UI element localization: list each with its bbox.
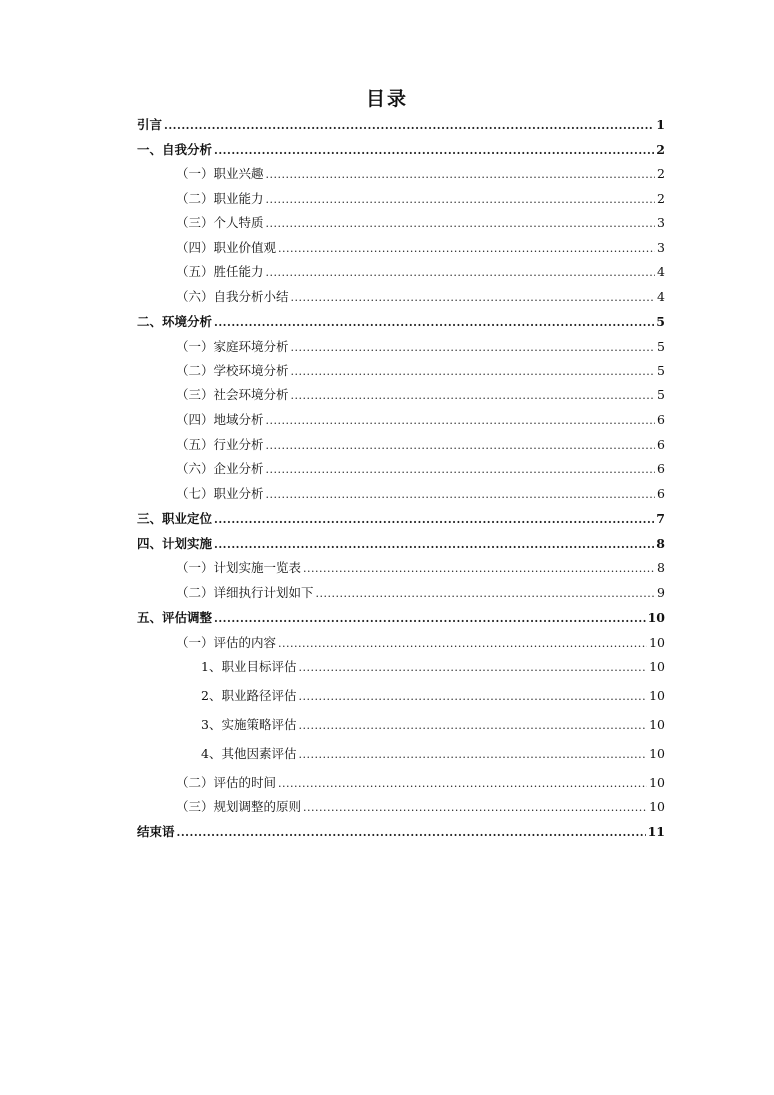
dot-leader — [214, 535, 654, 555]
dot-leader — [303, 798, 647, 818]
toc-entry-page: 11 — [647, 824, 665, 839]
dot-leader — [214, 141, 654, 161]
toc-entry-plan-implementation[interactable] — [137, 534, 665, 554]
toc-entry-page: 10 — [649, 799, 665, 814]
toc-entry-label: （一）职业兴趣 — [176, 166, 264, 181]
toc-entry-label: 1、职业目标评估 — [201, 659, 297, 674]
dot-leader — [266, 190, 656, 210]
dot-leader — [214, 510, 654, 530]
dot-leader — [298, 687, 647, 707]
dot-leader — [214, 313, 654, 333]
toc-entry[interactable] — [201, 715, 665, 735]
toc-entry[interactable] — [176, 337, 665, 357]
toc-entry-evaluation-adjustment[interactable] — [137, 608, 665, 628]
toc-entry-page: 7 — [656, 511, 665, 526]
dot-leader — [291, 338, 656, 358]
toc-entry-page: 4 — [657, 289, 665, 304]
toc-entry-page: 3 — [657, 215, 665, 230]
toc-entry[interactable] — [176, 435, 665, 455]
toc-entry[interactable] — [176, 164, 665, 184]
dot-leader — [278, 634, 647, 654]
toc-entry-label: 四、计划实施 — [137, 536, 213, 551]
toc-entry-label: （一）计划实施一览表 — [176, 560, 302, 575]
toc-entry-page: 9 — [657, 585, 665, 600]
toc-entry-label: （五）行业分析 — [176, 437, 264, 452]
toc-entry[interactable] — [201, 657, 665, 677]
toc-entry-page: 4 — [657, 264, 665, 279]
dot-leader — [266, 165, 656, 185]
toc-entry-label: （三）社会环境分析 — [176, 387, 289, 402]
toc-entry-page: 6 — [657, 412, 665, 427]
toc-entry-label: 引言 — [137, 117, 163, 132]
dot-leader — [214, 609, 646, 629]
toc-entry-label: （三）个人特质 — [176, 215, 264, 230]
dot-leader — [298, 745, 647, 765]
toc-entry-page: 6 — [657, 437, 665, 452]
toc-entry-page: 2 — [657, 166, 665, 181]
dot-leader — [164, 116, 654, 136]
toc-entry-label: 结束语 — [137, 824, 175, 839]
toc-entry-label: （四）职业价值观 — [176, 240, 277, 255]
toc-entry[interactable] — [176, 558, 665, 578]
toc-entry-page: 10 — [649, 659, 665, 674]
toc-entry[interactable] — [176, 213, 665, 233]
toc-entry-career-positioning[interactable] — [137, 509, 665, 529]
toc-entry-page: 1 — [656, 117, 665, 132]
dot-leader — [291, 362, 656, 382]
toc-entry[interactable] — [176, 361, 665, 381]
toc-entry[interactable] — [201, 744, 665, 764]
dot-leader — [266, 460, 656, 480]
dot-leader — [266, 411, 656, 431]
toc-entry-page: 5 — [656, 314, 665, 329]
dot-leader — [266, 263, 656, 283]
dot-leader — [316, 584, 656, 604]
toc-entry[interactable] — [176, 189, 665, 209]
toc-entry[interactable] — [176, 410, 665, 430]
toc-entry-label: 一、自我分析 — [137, 142, 213, 157]
toc-entry[interactable] — [176, 238, 665, 258]
toc-entry-label: 三、职业定位 — [137, 511, 213, 526]
toc-entry-label: （二）学校环境分析 — [176, 363, 289, 378]
toc-entry-label: （二）评估的时间 — [176, 775, 277, 790]
toc-entry[interactable] — [176, 633, 665, 653]
page-title: 目录 — [365, 88, 408, 110]
toc-entry[interactable] — [176, 797, 665, 817]
toc-entry-label: （六）企业分析 — [176, 461, 264, 476]
dot-leader — [177, 823, 646, 843]
toc-entry[interactable] — [176, 385, 665, 405]
dot-leader — [266, 436, 656, 456]
toc-entry-label: 3、实施策略评估 — [201, 717, 297, 732]
toc-entry[interactable] — [176, 773, 665, 793]
toc-entry-page: 10 — [649, 717, 665, 732]
toc-entry-label: （三）规划调整的原则 — [176, 799, 302, 814]
toc-entry-label: （一）家庭环境分析 — [176, 339, 289, 354]
toc-entry-intro[interactable] — [137, 115, 665, 135]
dot-leader — [278, 239, 655, 259]
toc-entry-environment-analysis[interactable] — [137, 312, 665, 332]
toc-entry-page: 8 — [657, 560, 665, 575]
toc-entry-page: 2 — [656, 142, 665, 157]
dot-leader — [266, 485, 656, 505]
toc-entry-page: 10 — [649, 775, 665, 790]
toc-entry-label: （六）自我分析小结 — [176, 289, 289, 304]
dot-leader — [278, 774, 647, 794]
toc-entry-label: （二）详细执行计划如下 — [176, 585, 314, 600]
toc-entry[interactable] — [176, 287, 665, 307]
toc-entry-page: 10 — [649, 635, 665, 650]
dot-leader — [291, 288, 656, 308]
dot-leader — [298, 716, 647, 736]
dot-leader — [298, 658, 647, 678]
toc-entry-page: 5 — [657, 339, 665, 354]
toc-entry[interactable] — [201, 686, 665, 706]
toc-entry-label: 2、职业路径评估 — [201, 688, 297, 703]
toc-entry-page: 10 — [649, 688, 665, 703]
toc-entry-page: 6 — [657, 486, 665, 501]
toc-entry-page: 8 — [656, 536, 665, 551]
toc-entry[interactable] — [176, 459, 665, 479]
dot-leader — [266, 214, 656, 234]
toc-entry-label: （二）职业能力 — [176, 191, 264, 206]
toc-entry-page: 5 — [657, 387, 665, 402]
toc-entry-label: 二、环境分析 — [137, 314, 213, 329]
toc-entry[interactable] — [176, 262, 665, 282]
toc-entry[interactable] — [176, 484, 665, 504]
toc-entry-page: 10 — [647, 610, 665, 625]
toc-entry[interactable] — [176, 583, 665, 603]
dot-leader — [303, 559, 655, 579]
toc-entry-label: （一）评估的内容 — [176, 635, 277, 650]
toc-entry-label: （七）职业分析 — [176, 486, 264, 501]
toc-entry-page: 2 — [657, 191, 665, 206]
toc-entry-page: 5 — [657, 363, 665, 378]
toc-entry-page: 10 — [649, 746, 665, 761]
toc-entry-label: （四）地域分析 — [176, 412, 264, 427]
toc-entry-conclusion[interactable] — [137, 822, 665, 842]
toc-entry-label: 五、评估调整 — [137, 610, 213, 625]
toc-entry-self-analysis[interactable] — [137, 140, 665, 160]
toc-entry-label: 4、其他因素评估 — [201, 746, 297, 761]
toc-entry-label: （五）胜任能力 — [176, 264, 264, 279]
toc-entry-page: 6 — [657, 461, 665, 476]
toc-entry-page: 3 — [657, 240, 665, 255]
dot-leader — [291, 386, 656, 406]
